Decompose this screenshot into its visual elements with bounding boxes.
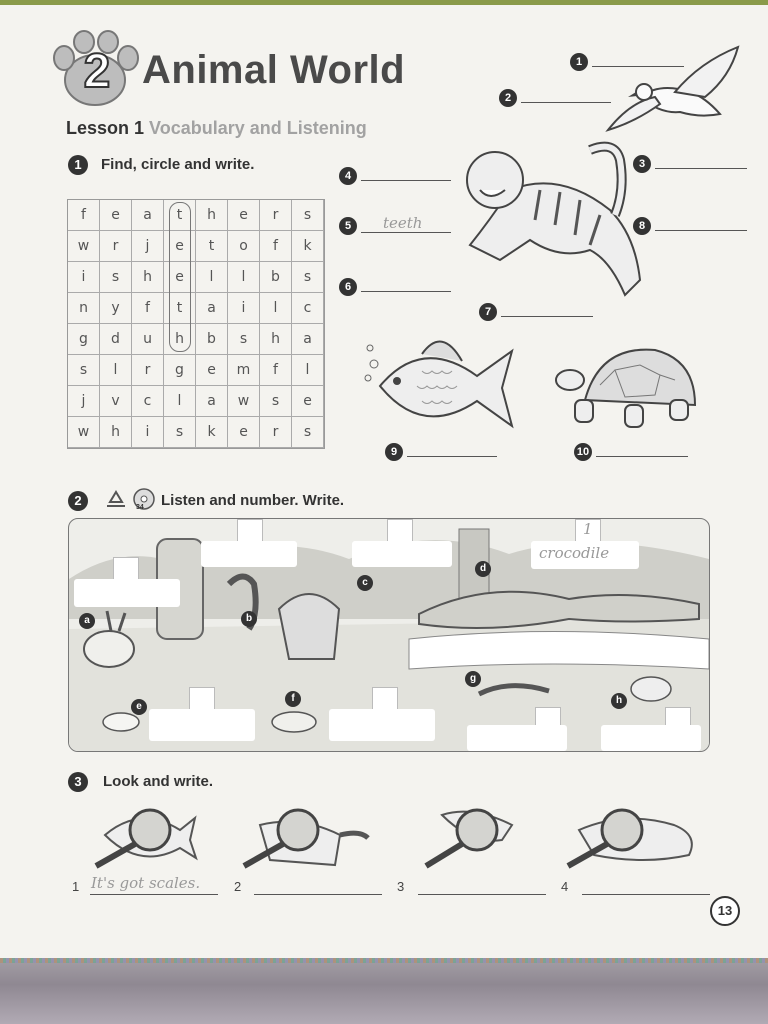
tortoise-illustration [555, 345, 700, 430]
grid-cell[interactable]: l [164, 386, 196, 417]
answer-line-3[interactable] [655, 168, 747, 169]
grid-cell[interactable]: t [164, 293, 196, 324]
answer-line-6[interactable] [361, 291, 451, 292]
grid-cell[interactable]: j [68, 386, 100, 417]
answer-line-5[interactable] [361, 232, 451, 233]
fish-illustration [362, 326, 517, 441]
write-panel-1[interactable] [74, 579, 180, 607]
grid-cell[interactable]: r [132, 355, 164, 386]
grid-cell[interactable]: k [196, 417, 228, 448]
magnifier-bird-icon [422, 800, 522, 872]
grid-cell[interactable]: e [164, 262, 196, 293]
grid-cell[interactable]: a [196, 293, 228, 324]
grid-cell[interactable]: g [68, 324, 100, 355]
grid-cell[interactable]: s [292, 200, 324, 231]
grid-cell[interactable]: j [132, 231, 164, 262]
grid-cell[interactable]: y [100, 293, 132, 324]
unit-number: 2 [83, 45, 111, 98]
grid-cell[interactable]: s [260, 386, 292, 417]
exercise-3-badge: 3 [68, 772, 88, 792]
lesson-label: Lesson 1 [66, 118, 145, 138]
grid-cell[interactable]: a [292, 324, 324, 355]
grid-cell[interactable]: h [260, 324, 292, 355]
grid-cell[interactable]: l [100, 355, 132, 386]
exercise-2-instruction: Listen and number. Write. [161, 492, 345, 509]
grid-cell[interactable]: e [196, 355, 228, 386]
grid-cell[interactable]: t [196, 231, 228, 262]
top-stripe [0, 0, 768, 5]
grid-cell[interactable]: e [164, 231, 196, 262]
magnifier-tiger-icon [240, 800, 375, 872]
grid-cell[interactable]: t [164, 200, 196, 231]
letter-badge-f: f [285, 691, 301, 707]
grid-cell[interactable]: h [132, 262, 164, 293]
zoo-scene [68, 518, 710, 752]
example-answer-teeth: teeth [383, 214, 423, 232]
answer-line-9[interactable] [407, 456, 497, 457]
exercise-2-badge: 2 [68, 491, 88, 511]
grid-cell[interactable]: w [228, 386, 260, 417]
answer-line-4[interactable] [361, 180, 451, 181]
example-answer-crocodile: crocodile [539, 544, 610, 562]
grid-cell[interactable]: w [68, 417, 100, 448]
look-write-line-3[interactable] [418, 894, 546, 895]
grid-cell[interactable]: i [132, 417, 164, 448]
grid-cell[interactable]: e [292, 386, 324, 417]
word-search-grid[interactable] [67, 199, 325, 449]
lesson-heading [66, 118, 367, 139]
grid-cell[interactable]: b [260, 262, 292, 293]
answer-line-2[interactable] [521, 102, 611, 103]
grid-cell[interactable]: a [196, 386, 228, 417]
grid-cell[interactable]: h [100, 417, 132, 448]
grid-cell[interactable]: c [292, 293, 324, 324]
label-badge-8: 8 [633, 217, 651, 235]
item-number-1: 1 [72, 879, 80, 894]
look-write-line-2[interactable] [254, 894, 382, 895]
recycle-icon [103, 490, 129, 512]
letter-badge-h: h [611, 693, 627, 709]
example-answer-scales: It's got scales. [91, 874, 201, 892]
grid-cell[interactable]: s [100, 262, 132, 293]
audio-track-number: 34 [136, 504, 144, 511]
example-number: 1 [583, 520, 593, 538]
write-panel-e[interactable] [149, 709, 255, 741]
grid-cell[interactable]: r [260, 200, 292, 231]
grid-cell[interactable]: s [292, 417, 324, 448]
letter-badge-b: b [241, 611, 257, 627]
exercise-3-instruction: Look and write. [103, 773, 214, 790]
label-badge-5: 5 [339, 217, 357, 235]
grid-cell[interactable]: h [164, 324, 196, 355]
label-badge-7: 7 [479, 303, 497, 321]
grid-cell[interactable]: v [100, 386, 132, 417]
lesson-subtitle: Vocabulary and Listening [149, 118, 367, 138]
letter-badge-c: c [357, 575, 373, 591]
answer-line-1[interactable] [592, 66, 684, 67]
grid-cell[interactable]: k [292, 231, 324, 262]
grid-cell[interactable]: r [100, 231, 132, 262]
answer-line-7[interactable] [501, 316, 593, 317]
grid-cell[interactable]: s [164, 417, 196, 448]
unit-title: Animal World [142, 48, 406, 92]
magnifier-fish-icon [90, 800, 200, 872]
grid-cell[interactable]: f [68, 200, 100, 231]
page-number: 13 [710, 896, 740, 926]
grid-cell[interactable]: e [228, 417, 260, 448]
letter-badge-g: g [465, 671, 481, 687]
write-panel-f[interactable] [329, 709, 435, 741]
grid-cell[interactable]: i [228, 293, 260, 324]
grid-cell[interactable]: u [132, 324, 164, 355]
grid-cell[interactable]: w [68, 231, 100, 262]
bird-illustration [600, 42, 745, 142]
answer-line-10[interactable] [596, 456, 688, 457]
label-badge-1: 1 [570, 53, 588, 71]
grid-cell[interactable]: s [228, 324, 260, 355]
grid-cell[interactable]: c [132, 386, 164, 417]
magnifier-fox-icon [564, 800, 702, 872]
exercise-1-badge: 1 [68, 155, 88, 175]
grid-cell[interactable]: e [100, 200, 132, 231]
grid-cell[interactable]: d [100, 324, 132, 355]
grid-cell[interactable]: b [196, 324, 228, 355]
scanner-edge [0, 958, 768, 1024]
grid-cell[interactable]: o [228, 231, 260, 262]
label-badge-2: 2 [499, 89, 517, 107]
grid-cell[interactable]: l [260, 293, 292, 324]
label-badge-10: 10 [574, 443, 592, 461]
write-panel-g[interactable] [467, 725, 567, 751]
grid-cell[interactable]: h [196, 200, 228, 231]
grid-cell[interactable]: s [292, 262, 324, 293]
grid-cell[interactable]: i [68, 262, 100, 293]
letter-badge-a: a [79, 613, 95, 629]
grid-cell[interactable]: l [228, 262, 260, 293]
exercise-1-instruction: Find, circle and write. [101, 156, 255, 173]
label-badge-6: 6 [339, 278, 357, 296]
write-panel-h[interactable] [601, 725, 701, 751]
grid-cell[interactable]: m [228, 355, 260, 386]
answer-line-8[interactable] [655, 230, 747, 231]
grid-cell[interactable]: r [260, 417, 292, 448]
grid-cell[interactable]: n [68, 293, 100, 324]
item-number-2: 2 [234, 879, 242, 894]
grid-cell[interactable]: g [164, 355, 196, 386]
grid-cell[interactable]: l [196, 262, 228, 293]
item-number-3: 3 [397, 879, 405, 894]
letter-badge-e: e [131, 699, 147, 715]
tiger-illustration [440, 140, 665, 310]
circled-word-teeth [169, 202, 191, 352]
grid-cell[interactable]: f [260, 231, 292, 262]
item-number-4: 4 [561, 879, 569, 894]
grid-cell[interactable]: e [228, 200, 260, 231]
look-write-line-4[interactable] [582, 894, 710, 895]
label-badge-4: 4 [339, 167, 357, 185]
grid-cell[interactable]: s [68, 355, 100, 386]
label-badge-9: 9 [385, 443, 403, 461]
grid-cell[interactable]: f [132, 293, 164, 324]
label-badge-3: 3 [633, 155, 651, 173]
letter-badge-d: d [475, 561, 491, 577]
look-write-line-1[interactable] [90, 894, 218, 895]
grid-cell[interactable]: l [292, 355, 324, 386]
grid-cell[interactable]: f [260, 355, 292, 386]
write-panel-2[interactable] [201, 541, 297, 567]
write-panel-3[interactable] [352, 541, 452, 567]
grid-cell[interactable]: a [132, 200, 164, 231]
